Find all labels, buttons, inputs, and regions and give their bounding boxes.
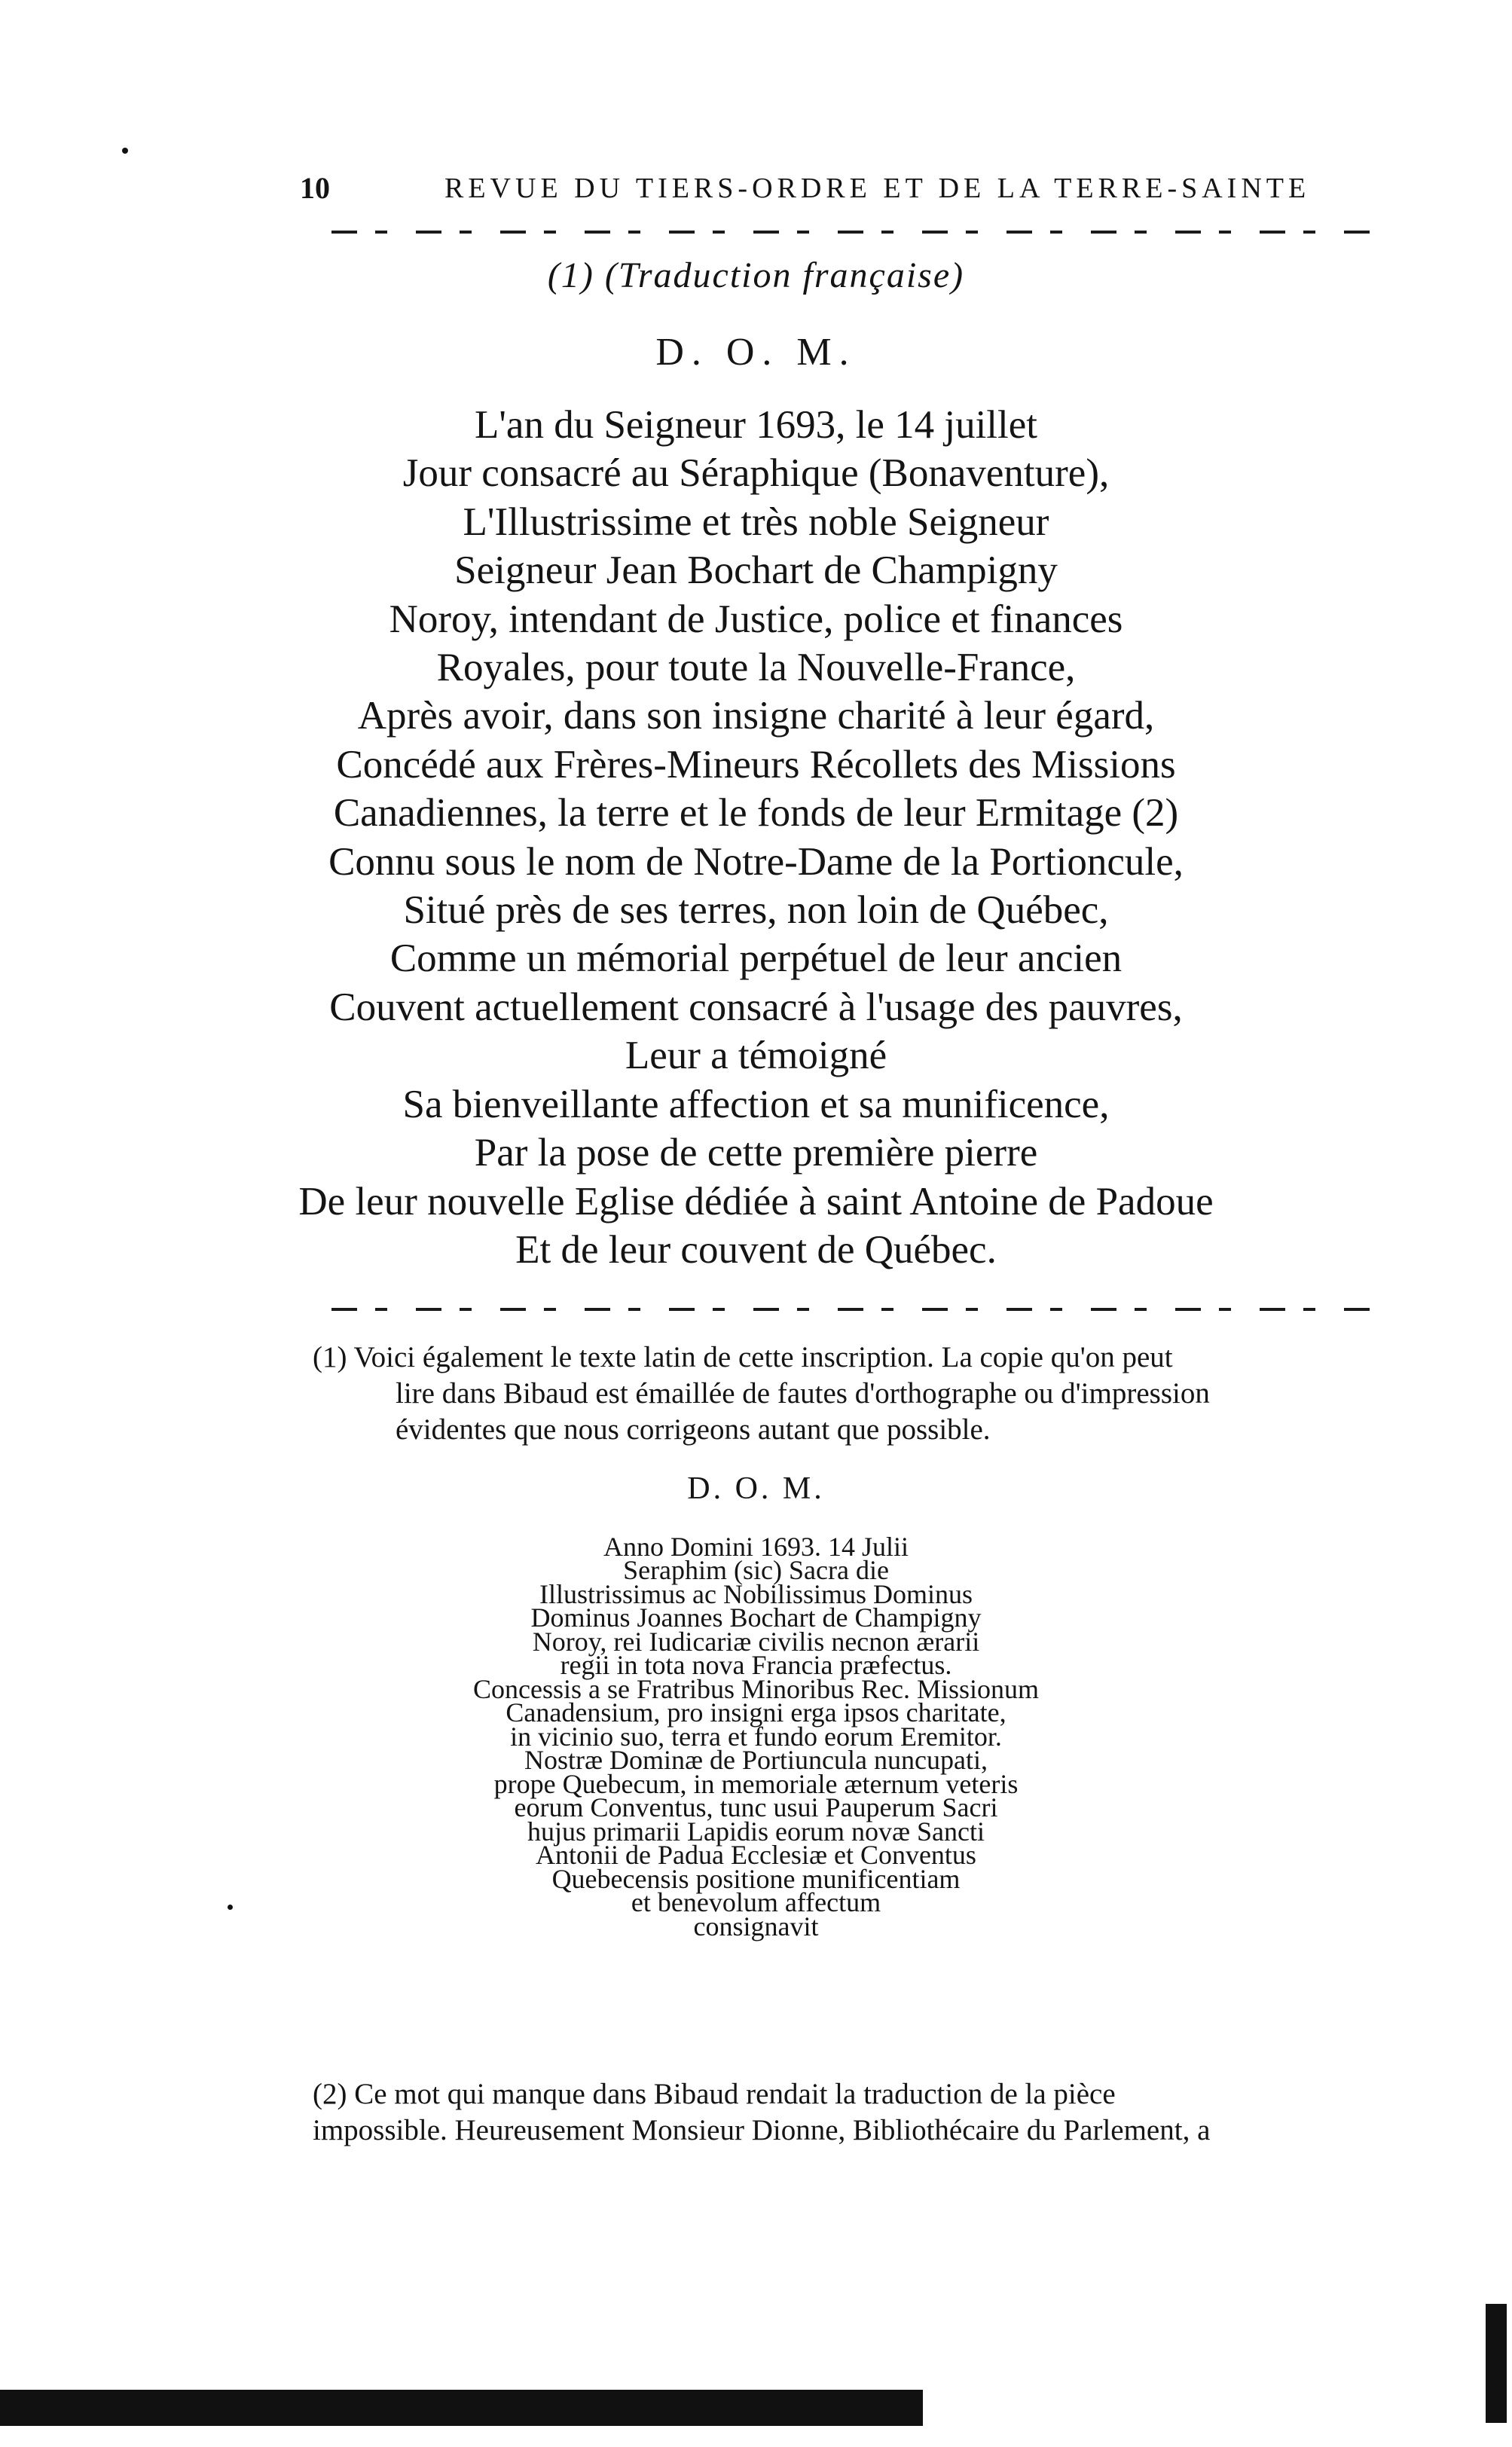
- verse-line: Et de leur couvent de Québec.: [515, 1228, 997, 1272]
- footnote-line: (2) Ce mot qui manque dans Bibaud rendait la traduction de la pièce: [313, 2078, 1116, 2110]
- running-title: REVUE DU TIERS-ORDRE ET DE LA TERRE-SAINTE: [444, 173, 1311, 204]
- latin-heading: D. O. M.: [687, 1471, 825, 1506]
- scan-speck: [122, 148, 128, 154]
- verse-line: L'an du Seigneur 1693, le 14 juillet: [475, 403, 1037, 447]
- verse-line: Couvent actuellement consacré à l'usage des pauvres,: [329, 985, 1183, 1029]
- verse-line: Canadiennes, la terre et le fonds de leur Ermitage (2): [333, 791, 1179, 835]
- verse-line: Connu sous le nom de Notre-Dame de la Portioncule,: [328, 840, 1184, 884]
- verse-line: Jour consacré au Séraphique (Bonaventure),: [402, 451, 1110, 495]
- verse-line: Royales, pour toute la Nouvelle-France,: [436, 646, 1076, 689]
- footnote-line: évidentes que nous corrigeons autant que possible.: [396, 1413, 991, 1446]
- verse-line: Comme un mémorial perpétuel de leur ancien: [389, 936, 1123, 980]
- latin-line: et benevolum affectum: [631, 1887, 881, 1917]
- scan-speck: [228, 1905, 233, 1910]
- latin-line: Dominus Joannes Bochart de Champigny: [530, 1602, 982, 1633]
- latin-line: in vicinio suo, terra et fundo eorum Eremitor.: [510, 1721, 1002, 1752]
- header-rule: [331, 231, 1382, 234]
- verse-line: Noroy, intendant de Justice, police et finances: [389, 597, 1123, 641]
- footnote-line: impossible. Heureusement Monsieur Dionne, Bibliothécaire du Parlement, a: [313, 2114, 1211, 2146]
- verse-line: Par la pose de cette première pierre: [474, 1131, 1038, 1175]
- latin-line: Noroy, rei Iudicariæ civilis necnon ærarii: [532, 1627, 980, 1657]
- footnote-1: [313, 1340, 1386, 1448]
- verse-line: Sa bienveillante affection et sa munificence,: [402, 1083, 1110, 1126]
- latin-line: Canadensium, pro insigni erga ipsos charitate,: [506, 1697, 1006, 1728]
- latin-line: consignavit: [693, 1911, 819, 1941]
- verse-line: L'Illustrissime et très noble Seigneur: [463, 500, 1049, 544]
- verse-line: Seigneur Jean Bochart de Champigny: [454, 548, 1058, 592]
- verse-line: De leur nouvelle Eglise dédiée à saint Antoine de Padoue: [298, 1180, 1214, 1224]
- verse-line: Leur a témoigné: [625, 1034, 887, 1077]
- latin-line: Anno Domini 1693. 14 Julii: [603, 1532, 909, 1562]
- latin-line: eorum Conventus, tunc usui Pauperum Sacri: [514, 1792, 998, 1822]
- latin-line: Illustrissimus ac Nobilissimus Dominus: [539, 1579, 973, 1609]
- latin-line: Concessis a se Fratribus Minoribus Rec. Missionum: [473, 1674, 1039, 1704]
- latin-line: Nostræ Dominæ de Portiuncula nuncupati,: [524, 1745, 988, 1775]
- latin-line: Seraphim (sic) Sacra die: [623, 1555, 889, 1585]
- footnote-line: (1) Voici également le texte latin de cette inscription. La copie qu'on peut: [313, 1341, 1173, 1373]
- verse-line: Après avoir, dans son insigne charité à leur égard,: [357, 694, 1155, 738]
- footnote-2: [313, 2076, 1386, 2149]
- page-number: 10: [300, 171, 330, 205]
- latin-line: regii in tota nova Francia præfectus.: [560, 1650, 952, 1680]
- translation-title: (1) (Traduction française): [547, 255, 965, 295]
- verse-line: Concédé aux Frères-Mineurs Récollets des Missions: [336, 743, 1176, 787]
- translation-heading: D. O. M.: [655, 331, 857, 374]
- scan-edge-mark: [1486, 2304, 1507, 2423]
- latin-line: Quebecensis positione munificentiam: [551, 1864, 961, 1894]
- latin-line: Antonii de Padua Ecclesiæ et Conventus: [536, 1840, 976, 1870]
- latin-line: prope Quebecum, in memoriale æternum veteris: [493, 1769, 1019, 1799]
- footnote-rule: [331, 1308, 1382, 1311]
- scan-bottom-bar: [0, 2390, 923, 2426]
- verse-line: Situé près de ses terres, non loin de Québec,: [403, 888, 1109, 932]
- footnote-line: lire dans Bibaud est émaillée de fautes d'orthographe ou d'impression: [396, 1377, 1210, 1410]
- latin-line: hujus primarii Lapidis eorum novæ Sancti: [527, 1816, 985, 1847]
